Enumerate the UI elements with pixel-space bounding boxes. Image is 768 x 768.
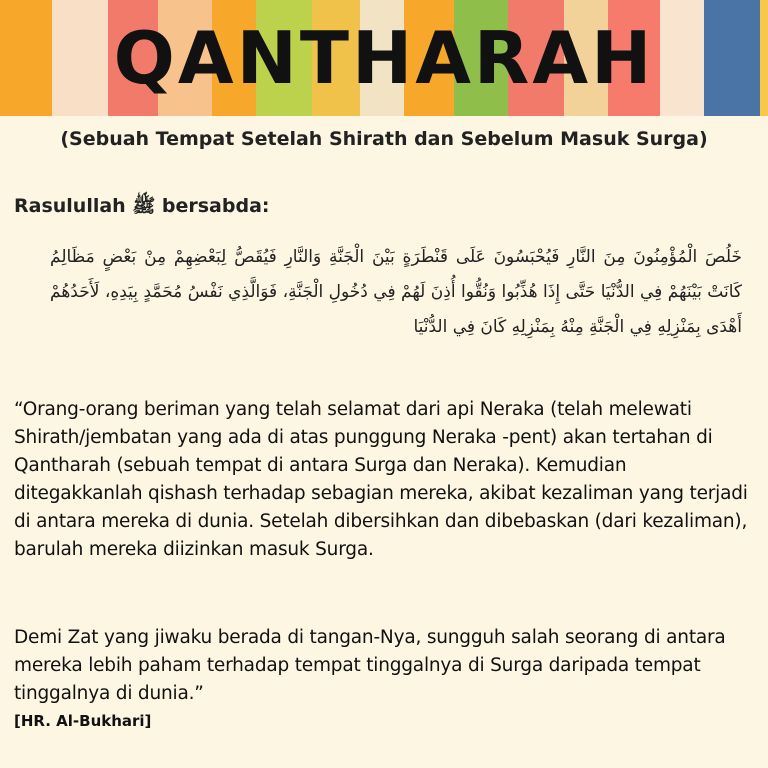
translation-paragraph-1: “Orang-orang beriman yang telah selamat dari api Neraka (telah melewati Shirath/jembatan yang ada di atas punggung Neraka -pent) akan tertahan di Qantharah (sebuah tempat di antara Surga dan Neraka). Kemudian ditegakkanlah qishash terhadap sebagian mereka, akibat kezaliman yang terjadi di antara mereka di dunia. Setelah dibersihkan dan dibebaskan (dari kezaliman), barulah mereka diizinkan masuk Surga. bbox=[14, 399, 748, 560]
intro-text: Rasulullah ﷺ bersabda: bbox=[14, 195, 270, 217]
arabic-hadith-text: خَلُصَ الْمُؤْمِنُونَ مِنَ النَّارِ فَيُحْبَسُونَ عَلَى قَنْطَرَةٍ بَيْنَ الْجَنَّةِ وَالنَّارِ فَيُقَصُّ لِبَعْضِهِمْ مِنْ بَعْضٍ مَظَالِمُ كَانَتْ بَيْنَهُمْ فِي الدُّنْيَا حَتَّى إِذَا هُذِّبُوا وَنُقُّوا أُذِنَ لَهُمْ فِي دُخُولِ الْجَنَّةِ، فَوَالَّذِي نَفْسُ مُحَمَّدٍ بِيَدِهِ، لَأَحَدُهُمْ أَهْدَى بِمَنْزِلِهِ فِي الْجَنَّةِ مِنْهُ بِمَنْزِلِهِ كَانَ فِي الدُّنْيَا bbox=[50, 247, 742, 337]
hadith-reference: [HR. Al-Bukhari] bbox=[14, 712, 152, 730]
page-title: QANTHARAH bbox=[113, 16, 655, 100]
subtitle: (Sebuah Tempat Setelah Shirath dan Sebelum Masuk Surga) bbox=[60, 128, 708, 150]
translation-paragraph-2: Demi Zat yang jiwaku berada di tangan-Nya, sungguh salah seorang di antara mereka lebih paham terhadap tempat tinggalnya di Surga daripada tempat tinggalnya di dunia.” bbox=[14, 627, 726, 704]
